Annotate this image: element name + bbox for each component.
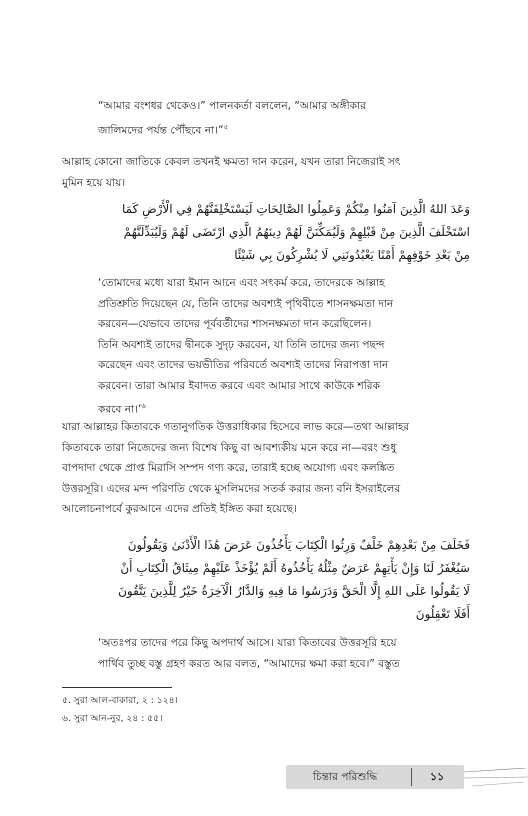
paragraph-line: বাপদাদা থেকে প্রাপ্ত মিরাসি সম্পদ গণ্য করে, তারাই হচ্ছে অযোগ্য এবং কলঙ্কিত — [62, 462, 395, 474]
arabic-line: وَعَدَ اللهُ الَّذِينَ آمَنُوا مِنْكُمْ وَعَمِلُوا الصَّالِحَاتِ لَيَسْتَخْلِفَنَّهُمْ فِي الْأَرْضِ كَمَا — [122, 202, 470, 216]
quote-line: করবে না।’$^৬$ — [98, 402, 146, 416]
arabic-line: سَيُغْفَرُ لَنَا وَإِنْ يَأْتِهِمْ عَرَضٌ مِثْلُهُ يَأْخُذُوهُ أَلَمْ يُؤْخَذْ عَلَيْهِمْ مِيثَاقُ الْكِتَابِ أَنْ — [120, 561, 470, 575]
arabic-verse — [92, 534, 470, 626]
arabic-verse — [92, 198, 470, 267]
quote-continuation — [98, 96, 466, 141]
decorative-lines-icon — [464, 768, 528, 788]
quote-line: পার্থিব তুচ্ছ বস্তু গ্রহণ করত আর বলত, “আমাদের ক্ষমা করা হবে।” বস্তুত — [98, 657, 400, 670]
quote-line: জালিমদের পর্যন্ত পৌঁছবে না।”$^৫$ — [98, 122, 229, 137]
paragraph-line: যারা আল্লাহর কিতাবকে গতানুগতিক উত্তরাধিকার হিসেবে লাভ করে—তথা আল্লাহর — [62, 421, 410, 433]
footnote-divider — [62, 687, 172, 688]
arabic-line: فَخَلَفَ مِنْ بَعْدِهِمْ خَلْفٌ وَرِثُوا الْكِتَابَ يَأْخُذُونَ عَرَضَ هَٰذَا الْأَدْنَىٰ وَيَقُولُونَ — [127, 538, 470, 552]
paragraph-line: আল্লাহ কোনো জাতিকে কেবল তখনই ক্ষমতা দান করেন, যখন তারা নিজেরাই সৎ — [62, 156, 401, 168]
footnote: ৬. সুরা আন-নুর, ২৪ : ৫৫। — [62, 713, 163, 724]
paragraph-line: আলোচনাপর্বে কুরআনে এদের প্রতিই ইঙ্গিত করা হয়েছে। — [62, 503, 297, 515]
paragraph-line: উত্তরসূরি। এদের মন্দ পরিণতি থেকে মুসলিমদের সতর্ক করার জন্য বনি ইসরাইলের — [62, 482, 401, 495]
footnote-marker: ৬ — [141, 402, 146, 410]
paragraph-line: মুমিন হয়ে যায়। — [62, 176, 126, 189]
translation-quote — [98, 633, 466, 674]
quote-line: করেছেন এবং তাদের ভয়ভীতির পরিবর্তে অবশ্যই তাদের নিরাপত্তা দান — [98, 359, 389, 371]
quote-line: করবেন—যেভাবে তাদের পূর্ববর্তীদের শাসনক্ষমতা দান করেছিলেন। — [98, 318, 372, 330]
quote-line: “আমার বংশধর থেকেও।” পালনকর্তা বললেন, “আমার অঙ্গীকার — [98, 100, 366, 112]
running-title: চিন্তার পরিশুদ্ধি — [313, 771, 378, 783]
body-paragraph — [62, 152, 466, 193]
arabic-line: أَفَلَا تَعْقِلُونَ — [415, 607, 470, 621]
quote-line: করবেন। তারা আমার ইবাদত করবে এবং আমার সাথে কাউকে শরিক — [98, 379, 381, 392]
page-number: ১১ — [430, 770, 445, 783]
quote-line: ‘অতঃপর তাদের পরে কিছু অপদার্থ আসে। যারা কিতাবের উত্তরসূরি হয়ে — [98, 637, 397, 649]
translation-quote — [98, 273, 466, 420]
footer-divider — [411, 768, 412, 786]
footnote-marker: ৫ — [223, 122, 229, 131]
quote-line: প্রতিশ্রুতি দিয়েছেন যে, তিনি তাদের অবশ্যই পৃথিবীতে শাসনক্ষমতা দান — [98, 297, 394, 310]
arabic-line: مِنْ بَعْدِ خَوْفِهِمْ أَمْنًا يَعْبُدُونَنِي لَا يُشْرِكُونَ بِي شَيْئًا — [234, 248, 470, 262]
arabic-line: اسْتَخْلَفَ الَّذِينَ مِنْ قَبْلِهِمْ وَلَيُمَكِّنَنَّ لَهُمْ دِينَهُمُ الَّذِي ارْتَضَى لَهُمْ وَلَيُبَدِّلَنَّهُمْ — [123, 225, 470, 239]
quote-line: ‘তোমাদের মধ্যে যারা ইমান আনে এবং সৎকর্ম করে, তাদেরকে আল্লাহ — [98, 277, 385, 289]
body-paragraph — [62, 417, 466, 520]
arabic-line: لَا يَقُولُوا عَلَى اللهِ إِلَّا الْحَقَّ وَدَرَسُوا مَا فِيهِ وَالدَّارُ الْآخِرَةُ خَيْرٌ لِلَّذِينَ يَتَّقُونَ — [118, 584, 470, 598]
quote-line: তিনি অবশ্যই তাদের দ্বীনকে সুদৃঢ় করবেন, যা তিনি তাদের জন্য পছন্দ — [98, 338, 385, 351]
footnote: ৫. সুরা আল-বাকারা, ২ : ১২৪। — [62, 695, 178, 706]
paragraph-line: কিতাবকে তারা নিজেদের জন্য বিশেষ কিছু বা আবশ্যকীয় মনে করে না—বরং শুধু — [62, 441, 397, 454]
